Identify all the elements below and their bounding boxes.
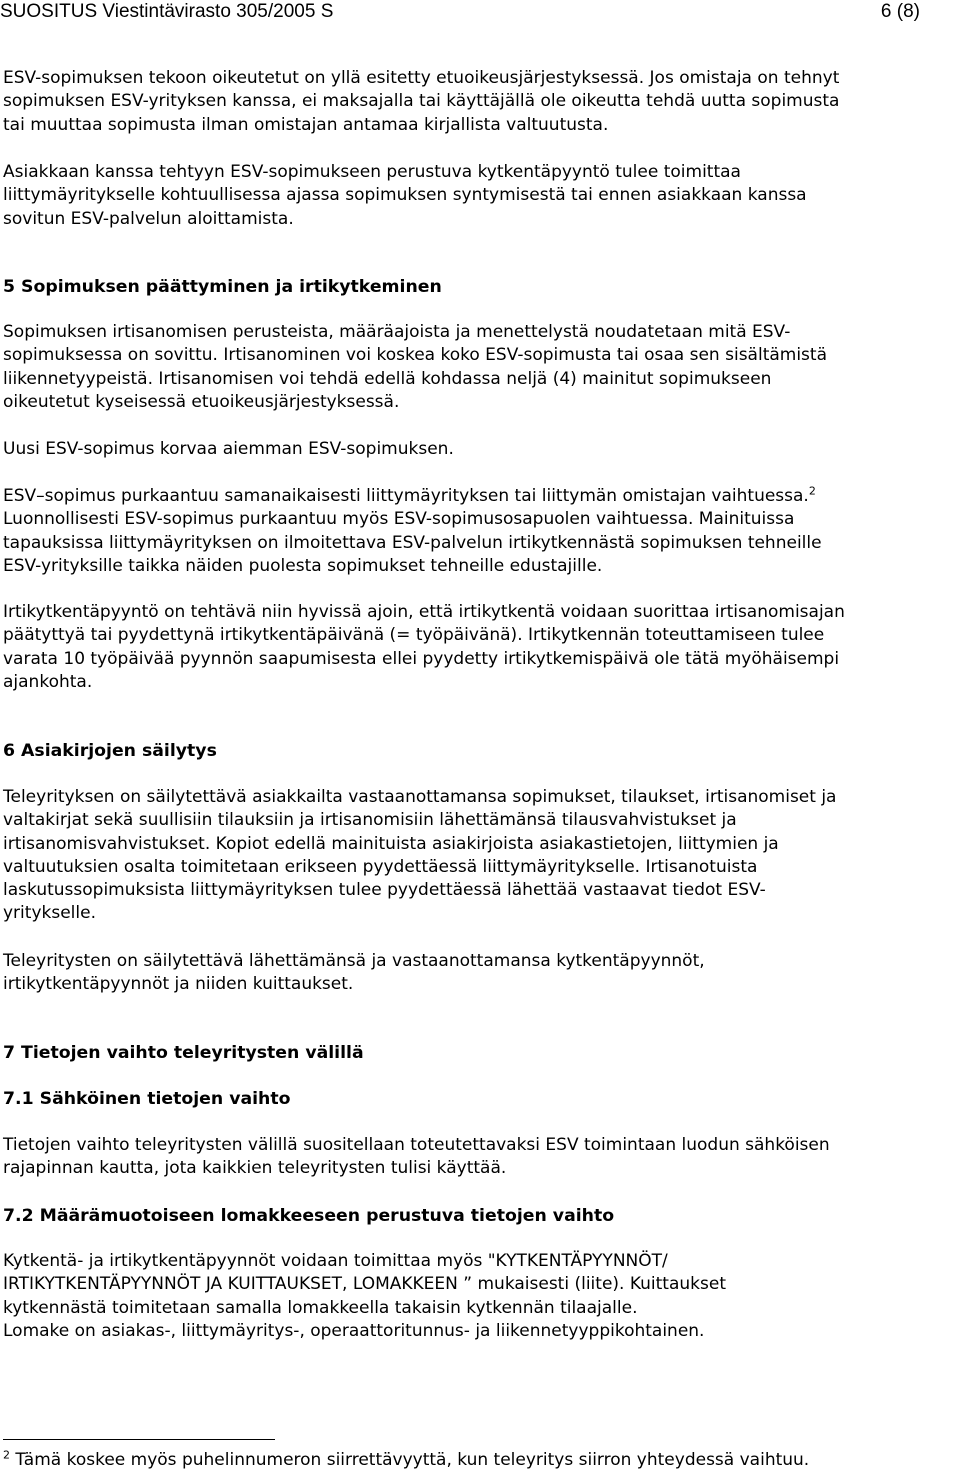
paragraph-form-exchange: Kytkentä- ja irtikytkentäpyynnöt voidaan toimittaa myös "KYTKENTÄPYYNNÖT/ IRTIKYTKENTÄPYYNNÖT JA KUITTAUKSET, LOMAKKEEN ” mukaisesti (liite). Kuittaukset kytkennästä toimitetaan samalla lomakkeella takaisin kytkennän tilaajalle. Lomake on asiakas-, liittymäyritys-, operaattoritunnus- ja liikennetyyppikohtainen.	[3, 1251, 726, 1341]
paragraph-request-retention: Teleyritysten on säilytettävä lähettämänsä ja vastaanottamansa kytkentäpyynnöt, irtikytkentäpyynnöt ja niiden kuittaukset.	[3, 951, 705, 995]
paragraph-contract-expiry-line1: ESV–sopimus purkaantuu samanaikaisesti liittymäyrityksen tai liittymän omistajan vaihtuessa.	[3, 486, 809, 506]
paragraph-document-retention: Teleyrityksen on säilytettävä asiakkailta vastaanottamansa sopimukset, tilaukset, irtisanomiset ja valtakirjat sekä suullisiin tilauksiin ja irtisanomisiin lähettämänsä tilausvahvistukset ja irtisanomisvahvistukset. Kopiot edellä mainituista asiakirjoista asiakastietojen, liittymien ja valtuutuksien osalta toimitetaan erikseen pyydettäessä liittymäyritykselle. Irtisanotuista laskutussopimuksista liittymäyrityksen tulee pyydettäessä lähettää vastaavat tiedot ESV- yritykselle.	[3, 787, 837, 924]
paragraph-contract-expiry-rest: Luonnollisesti ESV-sopimus purkaantuu myös ESV-sopimusosapuolen vaihtuessa. Mainituissa tapauksissa liittymäyrityksen on ilmoitettava ESV-palvelun irtikytkennästä sopimuksen tehneille ESV-yrityksille taikka näiden puolesta sopimukset tehneille edustajille.	[3, 509, 822, 576]
heading-section-7-1: 7.1 Sähköinen tietojen vaihto	[3, 1089, 291, 1109]
page-header	[0, 0, 960, 24]
paragraph-new-contract: Uusi ESV-sopimus korvaa aiemman ESV-sopimuksen.	[3, 439, 454, 459]
document-title: SUOSITUS Viestintävirasto 305/2005 S	[0, 1, 334, 22]
footnote-reference: 2	[808, 484, 816, 498]
paragraph-contract-expiry	[3, 485, 960, 578]
paragraph-esv-parties: ESV-sopimuksen tekoon oikeutetut on yllä esitetty etuoikeusjärjestyksessä. Jos omistaja on tehnyt sopimuksen ESV-yrityksen kanssa, ei maksajalla tai käyttäjällä ole oikeutta tehdä uutta sopimusta tai muuttaa sopimusta ilman omistajan antamaa kirjallista valtuutusta.	[3, 68, 840, 135]
heading-section-5: 5 Sopimuksen päättyminen ja irtikytkeminen	[3, 277, 442, 297]
paragraph-connection-request: Asiakkaan kanssa tehtyyn ESV-sopimukseen perustuva kytkentäpyyntö tulee toimittaa liittymäyritykselle kohtuullisessa ajassa sopimuksen syntymisestä tai ennen asiakkaan kanssa sovitun ESV-palvelun aloittamista.	[3, 162, 807, 229]
paragraph-termination-grounds: Sopimuksen irtisanomisen perusteista, määräajoista ja menettelystä noudatetaan mitä ESV- sopimuksessa on sovittu. Irtisanominen voi koskea koko ESV-sopimusta tai osaa sen sisältämistä liikennetyypeistä. Irtisanomisen voi tehdä edellä kohdassa neljä (4) mainitut sopimukseen oikeutetut kyseisessä etuoikeusjärjestyksessä.	[3, 322, 827, 412]
heading-section-7: 7 Tietojen vaihto teleyritysten välillä	[3, 1043, 364, 1063]
paragraph-disconnection-request: Irtikytkentäpyyntö on tehtävä niin hyvissä ajoin, että irtikytkentä voidaan suorittaa irtisanomisajan päätyttyä tai pyydettynä irtikytkentäpäivänä (= työpäivänä). Irtikytkennän toteuttamiseen tulee varata 10 työpäivää pyynnön saapumisesta ellei pyydetty irtikytkemispäivä ole tätä myöhäisempi ajankohta.	[3, 602, 845, 692]
footnote-marker: 2	[3, 1448, 10, 1462]
footnote-divider	[3, 1439, 275, 1440]
footnote	[3, 1449, 960, 1472]
heading-section-6: 6 Asiakirjojen säilytys	[3, 741, 217, 761]
heading-section-7-2: 7.2 Määrämuotoiseen lomakkeeseen perustuva tietojen vaihto	[3, 1206, 615, 1226]
footnote-text: Tämä koskee myös puhelinnumeron siirrettävyyttä, kun teleyritys siirron yhteydessä vaihtuu.	[10, 1450, 810, 1470]
paragraph-electronic-exchange: Tietojen vaihto teleyritysten välillä suositellaan toteutettavaksi ESV toimintaan luodun sähköisen rajapinnan kautta, jota kaikkien teleyritysten tulisi käyttää.	[3, 1135, 830, 1179]
page-number: 6 (8)	[880, 1, 920, 22]
